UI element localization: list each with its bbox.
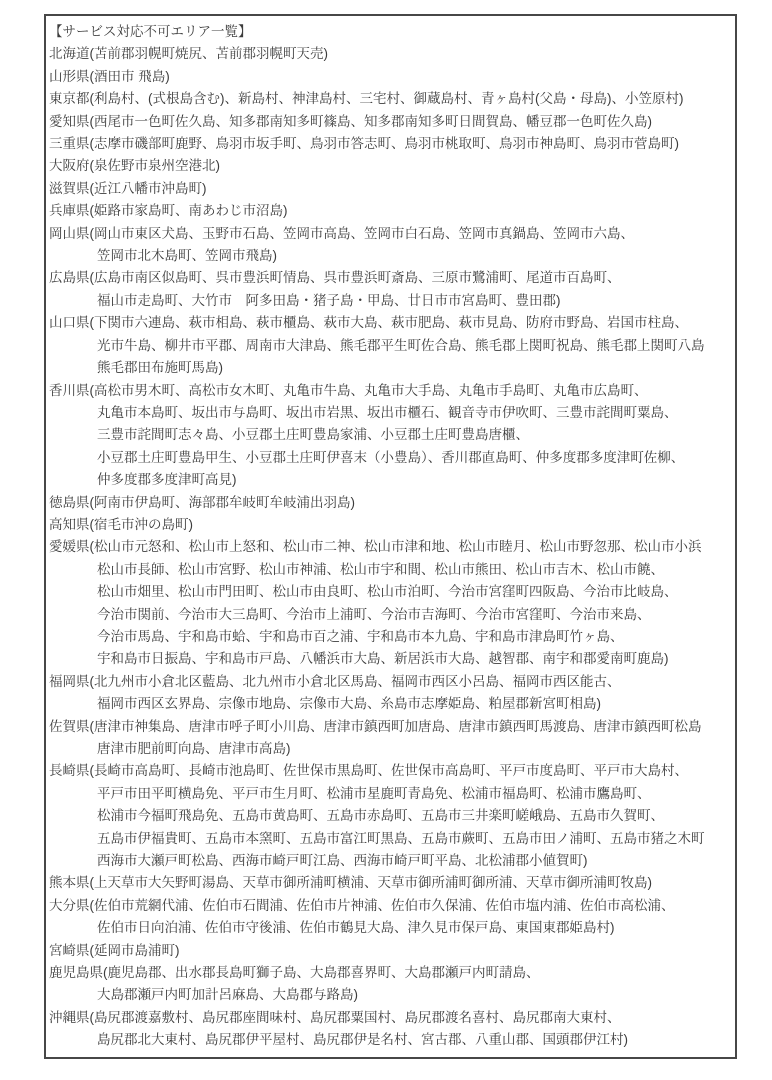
entry-line-first: 広島県(広島市南区似島町、呉市豊浜町情島、呉市豊浜町斎島、三原市鷺浦町、尾道市百島町、 [49,270,621,286]
entry-line-first: 沖縄県(島尻郡渡嘉敷村、島尻郡座間味村、島尻郡粟国村、島尻郡渡名喜村、島尻郡南大東村、 [49,1009,621,1025]
entry-line-first: 山形県(酒田市 飛島) [49,68,170,84]
service-unavailable-area-document [44,14,737,1059]
entry-line-continuation: 福岡市西区玄界島、宗像市地島、宗像市大島、糸島市志摩姫島、粕屋郡新宮町相島) [97,696,601,712]
entry-line-first: 愛媛県(松山市元怒和、松山市上怒和、松山市二神、松山市津和地、松山市睦月、松山市野忽那、松山市小浜 [49,539,702,555]
entry-line-first: 佐賀県(唐津市神集島、唐津市呼子町小川島、唐津市鎮西町加唐島、唐津市鎮西町馬渡島、唐津市鎮西町松島 [49,718,702,734]
list-title: 【サービス対応不可エリア一覧】 [49,24,252,39]
entry-line-first: 福岡県(北九州市小倉北区藍島、北九州市小倉北区馬島、福岡市西区小呂島、福岡市西区能古、 [49,673,621,689]
entry-line-first: 愛知県(西尾市一色町佐久島、知多郡南知多町篠島、知多郡南知多町日間賀島、幡豆郡一色町佐久島) [49,113,652,129]
entry-line-continuation: 松浦市今福町飛島免、五島市黄島町、五島市赤島町、五島市三井楽町嵯峨島、五島市久賀町、 [97,808,664,824]
entry-line-continuation: 熊毛郡田布施町馬島) [97,360,223,376]
entry-line-continuation: 西海市大瀬戸町松島、西海市崎戸町江島、西海市崎戸町平島、北松浦郡小値賀町) [97,853,588,869]
entry-line-continuation: 三豊市詫間町志々島、小豆郡土庄町豊島家浦、小豆郡土庄町豊島唐櫃、 [97,427,529,443]
prefecture-entry [49,872,731,894]
prefecture-entry [49,514,731,536]
prefecture-entry [49,671,731,716]
entry-line-continuation: 福山市走島町、大竹市 阿多田島・猪子島・甲島、廿日市市宮島町、豊田郡) [97,292,561,308]
entry-line-continuation: 大島郡瀬戸内町加計呂麻島、大島郡与路島) [97,987,358,1003]
prefecture-entry [49,155,731,177]
entry-line-first: 北海道(苫前郡羽幌町焼尻、苫前郡羽幌町天売) [49,46,328,62]
prefecture-entry [49,200,731,222]
entry-line-first: 山口県(下関市六連島、萩市相島、萩市櫃島、萩市大島、萩市肥島、萩市見島、防府市野島、岩国市柱島、 [49,315,688,331]
prefecture-entry [49,66,731,88]
prefecture-entry [49,962,731,1007]
prefecture-entry [49,88,731,110]
entry-line-continuation: 仲多度郡多度津町高見) [97,472,237,488]
entry-line-continuation: 唐津市肥前町向島、唐津市高島) [97,741,291,756]
entry-line-first: 徳島県(阿南市伊島町、海部郡牟岐町牟岐浦出羽島) [49,494,355,510]
prefecture-entry [49,492,731,514]
prefecture-entry [49,111,731,133]
entry-line-first: 大分県(佐伯市荒網代浦、佐伯市石間浦、佐伯市片神浦、佐伯市久保浦、佐伯市塩内浦、佐伯市高松浦、 [49,897,675,913]
entry-line-continuation: 松山市畑里、松山市門田町、松山市由良町、松山市泊町、今治市宮窪町四阪島、今治市比岐島、 [97,584,678,600]
prefecture-entry [49,223,731,268]
entry-line-continuation: 笠岡市北木島町、笠岡市飛島) [97,248,277,264]
entry-line-continuation: 丸亀市本島町、坂出市与島町、坂出市岩黒、坂出市櫃石、観音寺市伊吹町、三豊市詫間町粟島、 [97,404,678,420]
prefecture-entry [49,133,731,155]
prefecture-entry [49,267,731,312]
entry-line-continuation: 佐伯市日向泊浦、佐伯市守後浦、佐伯市鶴見大島、津久見市保戸島、東国東郡姫島村) [97,920,615,936]
entry-line-first: 鹿児島県(鹿児島郡、出水郡長島町獅子島、大島郡喜界町、大島郡瀬戸内町請島、 [49,965,540,981]
prefecture-entry [49,43,731,65]
entry-line-first: 香川県(高松市男木町、高松市女木町、丸亀市牛島、丸亀市大手島、丸亀市手島町、丸亀市広島町、 [49,382,648,398]
prefecture-entry [49,178,731,200]
entry-line-first: 岡山県(岡山市東区犬島、玉野市石島、笠岡市高島、笠岡市白石島、笠岡市真鍋島、笠岡市六島、 [49,225,634,241]
entry-line-continuation: 宇和島市日振島、宇和島市戸島、八幡浜市大島、新居浜市大島、越智郡、南宇和郡愛南町鹿島) [97,651,669,667]
entry-line-first: 高知県(宿毛市沖の島町) [49,516,193,532]
entry-line-first: 滋賀県(近江八幡市沖島町) [49,180,207,196]
entry-line-continuation: 五島市伊福貴町、五島市本窯町、五島市富江町黒島、五島市蕨町、五島市田ノ浦町、五島市猪之木町 [97,830,705,846]
prefecture-entry [49,380,731,492]
entry-line-first: 三重県(志摩市磯部町鹿野、鳥羽市坂手町、鳥羽市答志町、鳥羽市桃取町、鳥羽市神島町、鳥羽市菅島町) [49,136,679,152]
entry-line-continuation: 今治市関前、今治市大三島町、今治市上浦町、今治市吉海町、今治市宮窪町、今治市来島、 [97,606,651,622]
entry-line-continuation: 平戸市田平町横島免、平戸市生月町、松浦市星鹿町青島免、松浦市福島町、松浦市鷹島町、 [97,785,651,801]
entry-line-continuation: 小豆郡土庄町豊島甲生、小豆郡土庄町伊喜末（小豊島）、香川郡直島町、仲多度郡多度津町佐柳、 [97,449,685,465]
prefecture-entry [49,1007,731,1052]
entry-line-first: 東京都(利島村、(式根島含む)、新島村、神津島村、三宅村、御蔵島村、青ヶ島村(父島・母島)、小笠原村) [49,91,684,107]
entry-line-continuation: 今治市馬島、宇和島市蛤、宇和島市百之浦、宇和島市本九島、宇和島市津島町竹ヶ島、 [97,628,624,644]
entry-line-first: 長崎県(長崎市高島町、長崎市池島町、佐世保市黒島町、佐世保市高島町、平戸市度島町、平戸市大島村、 [49,763,688,779]
area-list [49,43,731,1051]
entry-line-continuation: 光市牛島、柳井市平郡、周南市大津島、熊毛郡平生町佐合島、熊毛郡上関町祝島、熊毛郡上関町八島 [97,337,705,353]
entry-line-first: 大阪府(泉佐野市泉州空港北) [49,158,220,174]
prefecture-entry [49,940,731,962]
prefecture-entry [49,716,731,761]
prefecture-entry [49,895,731,940]
entry-line-first: 熊本県(上天草市大矢野町湯島、天草市御所浦町横浦、天草市御所浦町御所浦、天草市御所浦町牧島) [49,875,652,891]
prefecture-entry [49,312,731,379]
entry-line-first: 宮崎県(延岡市島浦町) [49,942,180,958]
entry-line-first: 兵庫県(姫路市家島町、南あわじ市沼島) [49,203,288,219]
entry-line-continuation: 島尻郡北大東村、島尻郡伊平屋村、島尻郡伊是名村、宮古郡、八重山郡、国頭郡伊江村) [97,1032,628,1048]
entry-line-continuation: 松山市長師、松山市宮野、松山市神浦、松山市宇和間、松山市熊田、松山市吉木、松山市饒、 [97,561,664,577]
prefecture-entry [49,536,731,670]
prefecture-entry [49,760,731,872]
